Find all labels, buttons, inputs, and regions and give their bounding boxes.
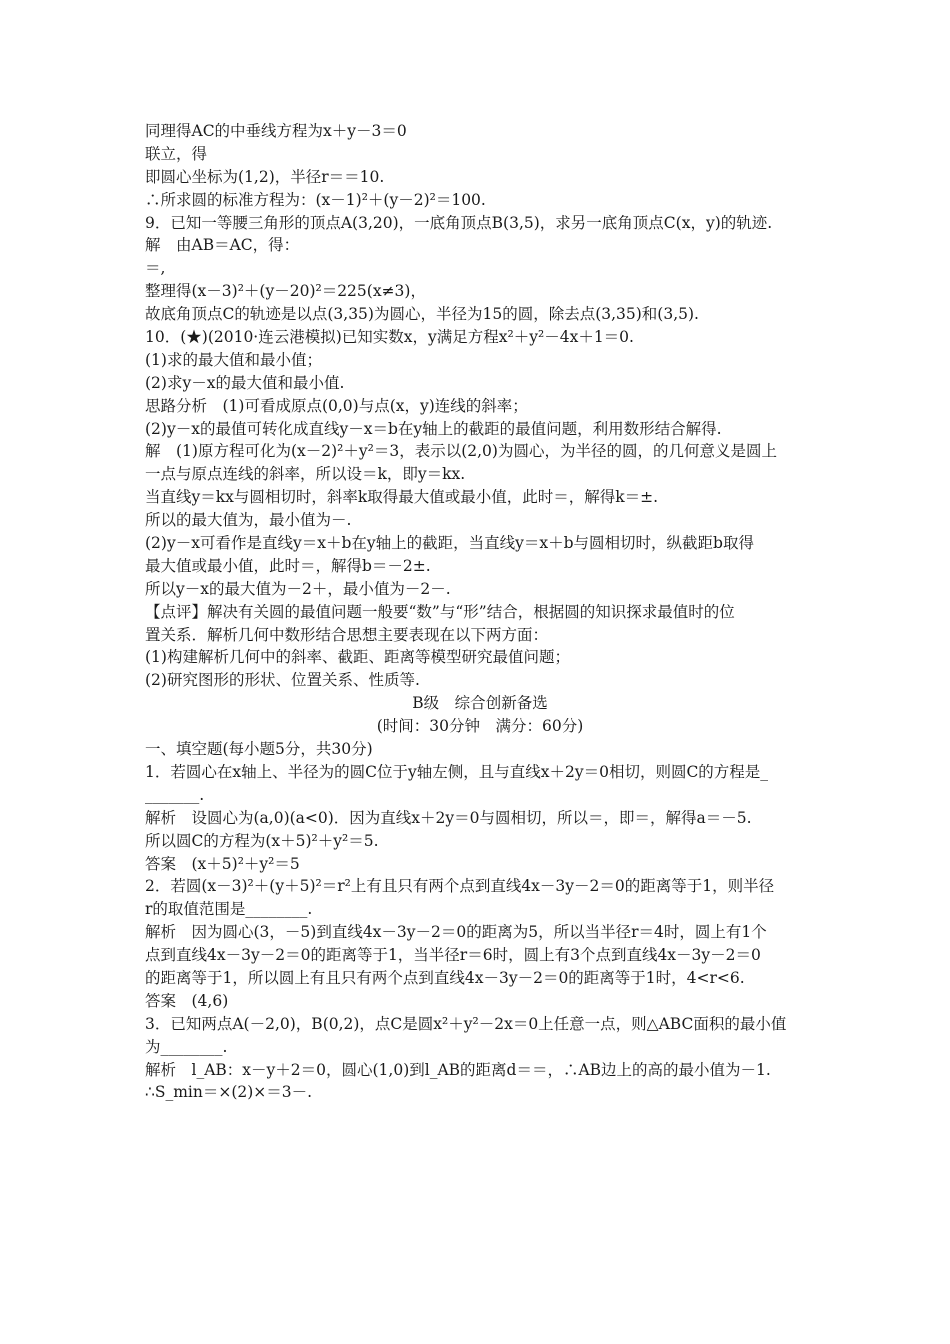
text-line: 联立，得: [145, 144, 208, 163]
text-line: (1)构建解析几何中的斜率、截距、距离等模型研究最值问题；: [145, 648, 570, 667]
text-line: 最大值或最小值，此时＝，解得b＝－2±.: [145, 556, 431, 575]
text-line: (2)y－x可看作是直线y＝x＋b在y轴上的截距，当直线y＝x＋b与圆相切时，纵截距b取得: [145, 534, 754, 553]
text-line: _______.: [145, 785, 205, 804]
text-line: 思路分析 (1)可看成原点(0,0)与点(x，y)连线的斜率；: [145, 396, 528, 415]
text-line: 的距离等于1，所以圆上有且只有两个点到直线4x－3y－2＝0的距离等于1时，4<r<6.: [145, 968, 745, 987]
text-line: 10．(★)(2010·连云港模拟)已知实数x，y满足方程x²＋y²－4x＋1＝0.: [145, 328, 634, 347]
text-line: 点到直线4x－3y－2＝0的距离等于1，当半径r＝6时，圆上有3个点到直线4x－3y－2＝0: [145, 946, 761, 965]
text-line: 当直线y＝kx与圆相切时，斜率k取得最大值或最小值，此时＝，解得k＝±.: [145, 488, 659, 507]
text-line: 一、填空题(每小题5分，共30分): [145, 740, 373, 759]
text-line: ＝,: [145, 259, 166, 278]
text-line: 【点评】解决有关圆的最值问题一般要“数”与“形”结合，根据圆的知识探求最值时的位: [145, 602, 735, 621]
text-line: 故底角顶点C的轨迹是以点(3,35)为圆心，半径为15的圆，除去点(3,35)和(3,5).: [145, 305, 699, 324]
text-line: 置关系．解析几何中数形结合思想主要表现在以下两方面：: [145, 625, 549, 644]
text-line: 9．已知一等腰三角形的顶点A(3,20)，一底角顶点B(3,5)，求另一底角顶点C(x，y)的轨迹.: [145, 213, 773, 232]
text-line: (2)y－x的最值可转化成直线y－x＝b在y轴上的截距的最值问题，利用数形结合解得.: [145, 419, 722, 438]
text-line: (2)求y－x的最大值和最小值.: [145, 373, 345, 392]
text-line: 整理得(x－3)²＋(y－20)²＝225(x≠3)，: [145, 282, 426, 301]
text-line: 所以的最大值为，最小值为－.: [145, 511, 352, 530]
text-line: 所以y－x的最大值为－2＋，最小值为－2－.: [145, 579, 451, 598]
text-line: 答案 (x＋5)²＋y²＝5: [145, 854, 300, 873]
text-line: ∴S_min＝×(2)×＝3－.: [145, 1083, 313, 1102]
text-line: ∴所求圆的标准方程为：(x－1)²＋(y－2)²＝100.: [145, 190, 486, 209]
text-line: 解析 设圆心为(a,0)(a<0)．因为直线x＋2y＝0与圆相切，所以＝，即＝，解得a＝－5.: [145, 808, 752, 827]
text-line: 解 由AB＝AC，得：: [145, 236, 300, 255]
text-line: 解析 l_AB：x－y＋2＝0，圆心(1,0)到l_AB的距离d＝＝，∴AB边上的高的最小值为－1.: [145, 1060, 771, 1079]
text-line: (2)研究图形的形状、位置关系、性质等.: [145, 671, 420, 690]
section-heading-line: (时间：30分钟 满分：60分): [376, 717, 584, 736]
section-heading-line: B级 综合创新备选: [412, 694, 548, 713]
text-line: (1)求的最大值和最小值；: [145, 350, 322, 369]
text-line: 一点与原点连线的斜率，所以设＝k，即y＝kx.: [145, 465, 466, 484]
text-line: 1．若圆心在x轴上、半径为的圆C位于y轴左侧，且与直线x＋2y＝0相切，则圆C的方程是_: [145, 762, 769, 781]
text-line: 答案 (4,6): [145, 991, 229, 1010]
text-line: 同理得AC的中垂线方程为x＋y－3＝0: [145, 122, 407, 140]
text-line: 解 (1)原方程可化为(x－2)²＋y²＝3，表示以(2,0)为圆心，为半径的圆，的几何意义是圆上: [145, 442, 777, 461]
text-line: 解析 因为圆心(3，－5)到直线4x－3y－2＝0的距离为5，所以当半径r＝4时，圆上有1个: [145, 923, 767, 942]
document-body: [145, 120, 815, 1104]
text-line: 3．已知两点A(－2,0)，B(0,2)，点C是圆x²＋y²－2x＝0上任意一点，则△ABC面积的最小值: [145, 1014, 787, 1033]
text-line: 为________.: [145, 1037, 228, 1056]
text-line: 所以圆C的方程为(x＋5)²＋y²＝5.: [145, 831, 379, 850]
text-line: 2．若圆(x－3)²＋(y＋5)²＝r²上有且只有两个点到直线4x－3y－2＝0的距离等于1，则半径: [145, 877, 775, 896]
text-line: r的取值范围是________.: [145, 900, 313, 919]
text-line: 即圆心坐标为(1,2)，半径r＝＝10.: [145, 167, 385, 186]
